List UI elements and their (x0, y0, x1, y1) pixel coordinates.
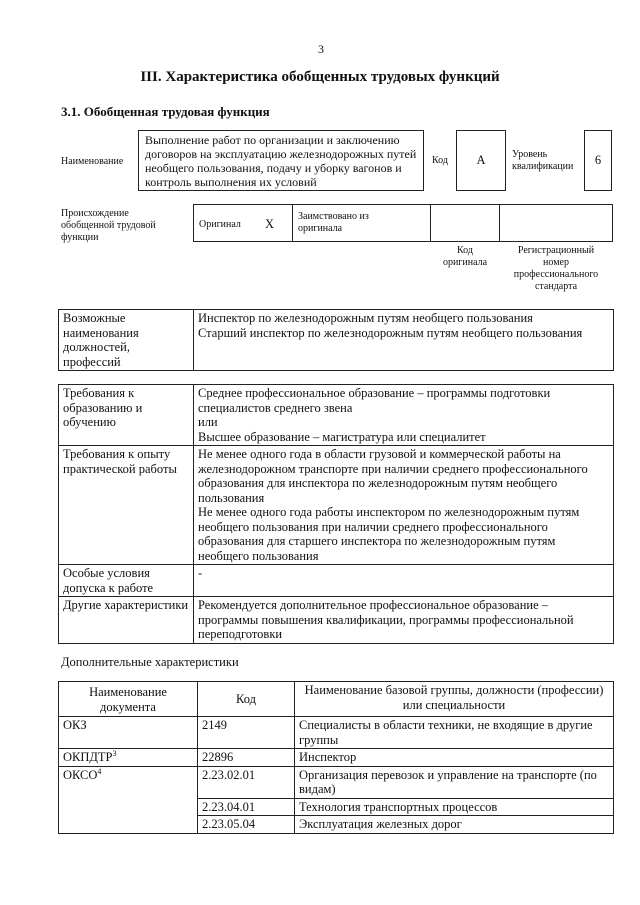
col-header-code: Код (198, 682, 295, 717)
req-line: Рекомендуется дополнительное профессиональное образование – программы повышения квалификации, программы профессиональной переподготовки (198, 598, 574, 641)
name-cell: Инспектор (295, 749, 614, 767)
origin-label: Происхождение обобщенной трудовой функции (61, 208, 156, 243)
name-cell: Технология транспортных процессов (295, 798, 614, 816)
origin-original-mark: X (265, 217, 275, 231)
req-label-education: Требования к образованию и обучению (59, 385, 194, 446)
positions-values (194, 310, 614, 371)
name-cell: Эксплуатация железных дорог (295, 816, 614, 834)
doc-cell: ОКСО$^4$ (59, 766, 198, 833)
level-label: Уровень квалификации (512, 149, 574, 172)
req-label-other: Другие характеристики (59, 597, 194, 644)
req-line: Не менее одного года работы инспектором по железнодорожным путям необщего пользования при наличии среднего профессионального образования для старшего инспектора по железнодорожным путям необщего пользования (198, 505, 580, 563)
req-line: - (198, 566, 203, 580)
req-value-other (194, 597, 614, 644)
req-label-experience: Требования к опыту практической работы (59, 446, 194, 565)
name-label: Наименование (61, 156, 124, 167)
doc-cell: ОКПДТР$^3$ (59, 749, 198, 767)
code-cell: 22896 (198, 749, 295, 767)
origin-reg-box (499, 204, 613, 242)
name-value: Выполнение работ по организации и заключению договоров на эксплуатацию железнодорожных путей необщего пользования, подачу и уборку вагонов и контроль выполнения их условий (145, 133, 417, 189)
code-cell: 2.23.04.01 (198, 798, 295, 816)
doc-cell: ОКЗ (59, 717, 198, 749)
req-line: или (198, 415, 218, 429)
code-value: А (476, 153, 486, 167)
origin-code-caption: Код оригинала (442, 245, 488, 268)
requirements-table (58, 384, 614, 644)
subsection-title: 3.1. Обобщенная трудовая функция (61, 104, 270, 119)
position-item: Старший инспектор по железнодорожным путям необщего пользования (198, 325, 583, 340)
req-value-special (194, 565, 614, 597)
req-label-special: Особые условия допуска к работе (59, 565, 194, 597)
col-header-name: Наименование базовой группы, должности (профессии) или специальности (295, 682, 614, 717)
req-line: Среднее профессиональное образование – программы подготовки специалистов среднего звена (198, 386, 551, 415)
additional-title: Дополнительные характеристики (61, 655, 239, 669)
origin-borrowed-label: Заимствовано из оригинала (298, 211, 369, 234)
additional-table (58, 681, 614, 834)
positions-label: Возможные наименования должностей, профессий (59, 310, 194, 371)
col-header-doc: Наименование документа (59, 682, 198, 717)
origin-code-box (430, 204, 500, 242)
table-row (59, 717, 614, 749)
page-number: 3 (318, 42, 324, 56)
section-title: III. Характеристика обобщенных трудовых функций (140, 69, 500, 85)
req-value-experience (194, 446, 614, 565)
origin-reg-caption: Регистрационный номер профессионального стандарта (513, 245, 599, 292)
positions-table (58, 309, 614, 371)
origin-original-label: Оригинал (199, 219, 241, 230)
req-value-education (194, 385, 614, 446)
position-item: Инспектор по железнодорожным путям необщего пользования (198, 311, 533, 325)
name-cell: Специалисты в области техники, не входящие в другие группы (295, 717, 614, 749)
code-cell: 2149 (198, 717, 295, 749)
code-label: Код (432, 155, 448, 166)
code-cell: 2.23.05.04 (198, 816, 295, 834)
table-row (59, 749, 614, 767)
code-cell: 2.23.02.01 (198, 766, 295, 798)
level-value: 6 (594, 153, 602, 167)
table-row (59, 766, 614, 798)
req-line: Высшее образование – магистратура или специалитет (198, 429, 486, 444)
name-cell: Организация перевозок и управление на транспорте (по видам) (295, 766, 614, 798)
req-line: Не менее одного года в области грузовой и коммерческой работы на железнодорожном транспорте при наличии среднего профессионального образования для инспектора по железнодорожным путям необщего пользования (198, 447, 588, 505)
